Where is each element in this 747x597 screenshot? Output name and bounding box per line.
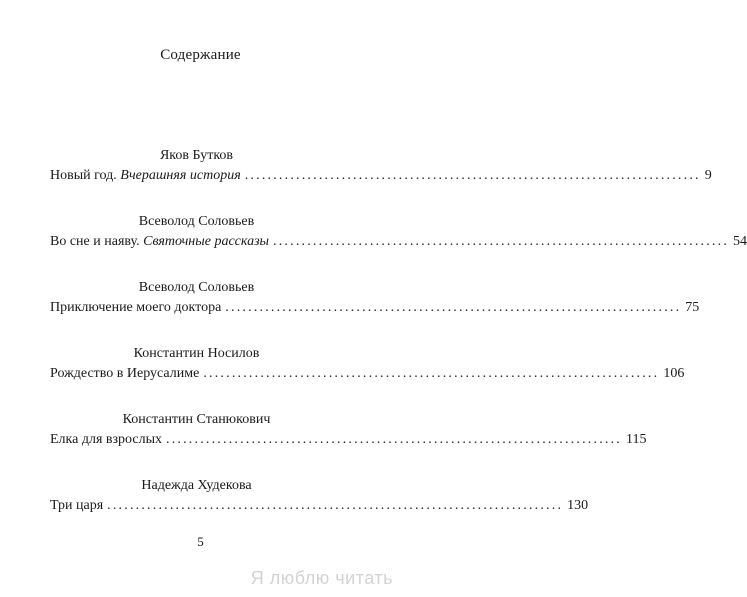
toc-entry	[50, 345, 685, 411]
toc-entry	[50, 411, 647, 477]
dot-leader: ................................................................................	[225, 300, 682, 315]
dot-leader: ................................................................................	[166, 432, 622, 447]
toc-line[interactable]	[50, 365, 685, 383]
toc-subtitle: Вчерашняя история	[120, 168, 241, 183]
page-title: Содержание	[160, 47, 241, 63]
toc-title-main: Новый год.	[50, 168, 121, 183]
toc-title-main: Приключение моего доктора	[50, 300, 222, 315]
toc-line[interactable]	[50, 299, 700, 317]
toc-title	[50, 431, 162, 449]
toc-page-number: 75	[685, 300, 700, 315]
toc-entry	[50, 147, 712, 213]
toc-title-main: Рождество в Иерусалиме	[50, 366, 200, 381]
dot-leader: ................................................................................	[244, 168, 701, 183]
toc-title-main: Во сне и наяву.	[50, 234, 144, 249]
toc-line[interactable]	[50, 497, 589, 515]
toc-author: Надежда Худекова	[141, 478, 252, 493]
toc-author: Всеволод Соловьев	[138, 214, 255, 229]
toc-subtitle: Святочные рассказы	[143, 234, 270, 249]
toc-page-number: 115	[626, 432, 647, 447]
table-of-contents	[50, 147, 747, 543]
toc-author: Константин Станюкович	[122, 412, 271, 427]
toc-line[interactable]	[50, 233, 747, 251]
toc-line[interactable]	[50, 431, 647, 449]
toc-line[interactable]	[50, 167, 712, 185]
toc-title	[50, 497, 103, 515]
toc-author: Константин Носилов	[133, 346, 260, 361]
toc-title	[50, 233, 269, 251]
toc-entry	[50, 213, 747, 279]
toc-title	[50, 365, 199, 383]
toc-title-main: Три царя	[50, 498, 104, 513]
dot-leader: ................................................................................	[273, 234, 730, 249]
dot-leader: ................................................................................	[203, 366, 660, 381]
toc-page-number: 54	[733, 234, 747, 249]
toc-author: Всеволод Соловьев	[138, 280, 255, 295]
watermark: Я люблю читать	[250, 568, 393, 588]
toc-title	[50, 167, 241, 185]
toc-page-number: 9	[704, 168, 712, 183]
toc-author: Яков Бутков	[159, 148, 234, 163]
page-number: 5	[197, 534, 204, 549]
toc-page-number: 106	[663, 366, 685, 381]
toc-page-number: 130	[567, 498, 589, 513]
toc-title	[50, 299, 221, 317]
toc-entry	[50, 279, 700, 345]
dot-leader: ................................................................................	[107, 498, 564, 513]
toc-title-main: Елка для взрослых	[50, 432, 162, 447]
